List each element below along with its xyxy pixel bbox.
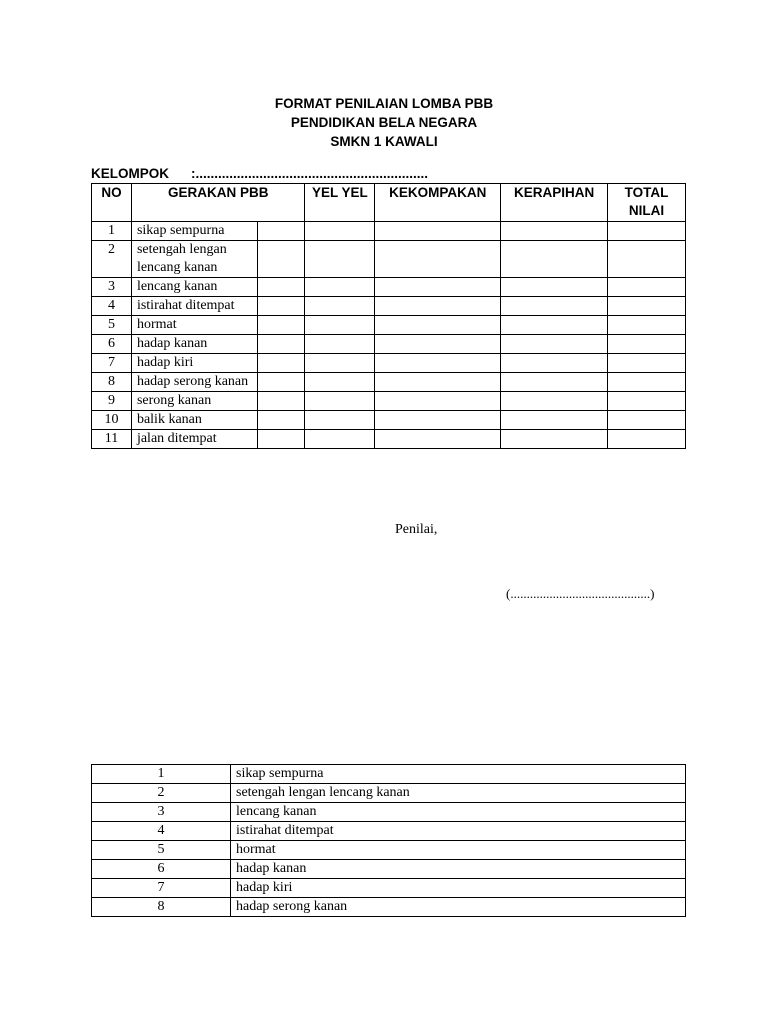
table-row bbox=[92, 241, 686, 278]
row-gerakan: balik kanan bbox=[131, 411, 257, 430]
score-cell-kerapihan bbox=[501, 430, 608, 449]
score-cell-blank bbox=[257, 278, 305, 297]
score-cell-yel bbox=[305, 222, 375, 241]
signature-line: (...........................................) bbox=[506, 586, 655, 601]
score-cell-kekompakan bbox=[375, 297, 501, 316]
title-line-1: FORMAT PENILAIAN LOMBA PBB bbox=[274, 96, 494, 111]
score-cell-yel bbox=[305, 278, 375, 297]
score-cell-blank bbox=[257, 373, 305, 392]
row-number: 2 bbox=[92, 241, 132, 278]
score-cell-kekompakan bbox=[375, 241, 501, 278]
score-cell-total bbox=[608, 222, 686, 241]
score-cell-total bbox=[608, 278, 686, 297]
table-row bbox=[92, 335, 686, 354]
row-gerakan: istirahat ditempat bbox=[131, 297, 257, 316]
score-cell-kekompakan bbox=[375, 373, 501, 392]
row-gerakan: hadap kanan bbox=[131, 335, 257, 354]
score-cell-total bbox=[608, 241, 686, 278]
table-row bbox=[92, 297, 686, 316]
row-number: 8 bbox=[92, 373, 132, 392]
reference-row bbox=[92, 803, 686, 822]
row-gerakan: hormat bbox=[131, 316, 257, 335]
score-cell-yel bbox=[305, 411, 375, 430]
score-cell-kerapihan bbox=[501, 316, 608, 335]
row-gerakan: sikap sempurna bbox=[131, 222, 257, 241]
score-cell-total bbox=[608, 316, 686, 335]
score-cell-total bbox=[608, 354, 686, 373]
kelompok-label: KELOMPOK bbox=[91, 166, 170, 181]
header-kekompakan: KEKOMPAKAN bbox=[375, 184, 501, 222]
reference-table bbox=[91, 764, 686, 917]
reference-number: 6 bbox=[92, 860, 231, 879]
table-row bbox=[92, 430, 686, 449]
table-row bbox=[92, 222, 686, 241]
score-cell-blank bbox=[257, 297, 305, 316]
reference-number: 1 bbox=[92, 765, 231, 784]
reference-row bbox=[92, 860, 686, 879]
score-cell-yel bbox=[305, 297, 375, 316]
reference-row bbox=[92, 841, 686, 860]
table-row bbox=[92, 354, 686, 373]
score-cell-kekompakan bbox=[375, 392, 501, 411]
row-number: 4 bbox=[92, 297, 132, 316]
reference-gerakan: hormat bbox=[231, 841, 686, 860]
reference-gerakan: hadap serong kanan bbox=[231, 898, 686, 917]
score-cell-blank bbox=[257, 411, 305, 430]
score-cell-kerapihan bbox=[501, 241, 608, 278]
score-cell-kerapihan bbox=[501, 354, 608, 373]
score-cell-total bbox=[608, 373, 686, 392]
score-cell-kerapihan bbox=[501, 335, 608, 354]
header-no: NO bbox=[92, 184, 132, 222]
score-table bbox=[91, 183, 686, 449]
table-row bbox=[92, 411, 686, 430]
row-number: 11 bbox=[92, 430, 132, 449]
score-cell-total bbox=[608, 392, 686, 411]
kelompok-field bbox=[91, 166, 429, 181]
score-cell-total bbox=[608, 411, 686, 430]
header-kerapihan: KERAPIHAN bbox=[501, 184, 608, 222]
score-cell-yel bbox=[305, 392, 375, 411]
reference-gerakan: setengah lengan lencang kanan bbox=[231, 784, 686, 803]
reference-gerakan: hadap kanan bbox=[231, 860, 686, 879]
header-total: TOTAL NILAI bbox=[608, 184, 686, 222]
row-number: 7 bbox=[92, 354, 132, 373]
score-cell-kekompakan bbox=[375, 411, 501, 430]
reference-row bbox=[92, 822, 686, 841]
row-number: 3 bbox=[92, 278, 132, 297]
score-cell-blank bbox=[257, 222, 305, 241]
score-cell-kerapihan bbox=[501, 411, 608, 430]
score-cell-kerapihan bbox=[501, 222, 608, 241]
score-cell-yel bbox=[305, 373, 375, 392]
score-cell-blank bbox=[257, 354, 305, 373]
reference-number: 2 bbox=[92, 784, 231, 803]
table-row bbox=[92, 373, 686, 392]
score-cell-yel bbox=[305, 430, 375, 449]
score-cell-kekompakan bbox=[375, 354, 501, 373]
score-cell-blank bbox=[257, 392, 305, 411]
reference-gerakan: lencang kanan bbox=[231, 803, 686, 822]
row-number: 10 bbox=[92, 411, 132, 430]
row-number: 6 bbox=[92, 335, 132, 354]
score-cell-kekompakan bbox=[375, 316, 501, 335]
reference-row bbox=[92, 879, 686, 898]
score-cell-blank bbox=[257, 335, 305, 354]
score-cell-kekompakan bbox=[375, 335, 501, 354]
table-row bbox=[92, 316, 686, 335]
score-cell-kerapihan bbox=[501, 392, 608, 411]
reference-gerakan: sikap sempurna bbox=[231, 765, 686, 784]
kelompok-value: :.............................................................. bbox=[191, 166, 429, 181]
row-gerakan: hadap kiri bbox=[131, 354, 257, 373]
score-cell-total bbox=[608, 297, 686, 316]
reference-row bbox=[92, 784, 686, 803]
title-line-3: SMKN 1 KAWALI bbox=[330, 134, 438, 149]
header-gerakan: GERAKAN PBB bbox=[131, 184, 305, 222]
row-number: 5 bbox=[92, 316, 132, 335]
score-cell-yel bbox=[305, 241, 375, 278]
reference-gerakan: istirahat ditempat bbox=[231, 822, 686, 841]
reference-number: 5 bbox=[92, 841, 231, 860]
score-cell-total bbox=[608, 335, 686, 354]
row-gerakan: jalan ditempat bbox=[131, 430, 257, 449]
score-cell-kekompakan bbox=[375, 222, 501, 241]
penilai-label: Penilai, bbox=[395, 522, 438, 537]
reference-row bbox=[92, 898, 686, 917]
header-yel: YEL YEL bbox=[305, 184, 375, 222]
score-cell-kerapihan bbox=[501, 297, 608, 316]
row-gerakan: serong kanan bbox=[131, 392, 257, 411]
reference-number: 3 bbox=[92, 803, 231, 822]
score-cell-kekompakan bbox=[375, 430, 501, 449]
score-cell-kerapihan bbox=[501, 278, 608, 297]
score-cell-kerapihan bbox=[501, 373, 608, 392]
score-cell-total bbox=[608, 430, 686, 449]
reference-gerakan: hadap kiri bbox=[231, 879, 686, 898]
table-row bbox=[92, 392, 686, 411]
score-cell-kekompakan bbox=[375, 278, 501, 297]
row-number: 9 bbox=[92, 392, 132, 411]
table-row bbox=[92, 278, 686, 297]
score-cell-blank bbox=[257, 316, 305, 335]
row-gerakan: lencang kanan bbox=[131, 278, 257, 297]
score-cell-yel bbox=[305, 354, 375, 373]
reference-number: 8 bbox=[92, 898, 231, 917]
reference-row bbox=[92, 765, 686, 784]
score-cell-blank bbox=[257, 241, 305, 278]
row-gerakan: setengah lengan lencang kanan bbox=[131, 241, 257, 278]
row-gerakan: hadap serong kanan bbox=[131, 373, 257, 392]
title-line-2: PENDIDIKAN BELA NEGARA bbox=[290, 115, 478, 130]
row-number: 1 bbox=[92, 222, 132, 241]
score-cell-yel bbox=[305, 335, 375, 354]
reference-number: 4 bbox=[92, 822, 231, 841]
score-cell-blank bbox=[257, 430, 305, 449]
score-cell-yel bbox=[305, 316, 375, 335]
reference-number: 7 bbox=[92, 879, 231, 898]
